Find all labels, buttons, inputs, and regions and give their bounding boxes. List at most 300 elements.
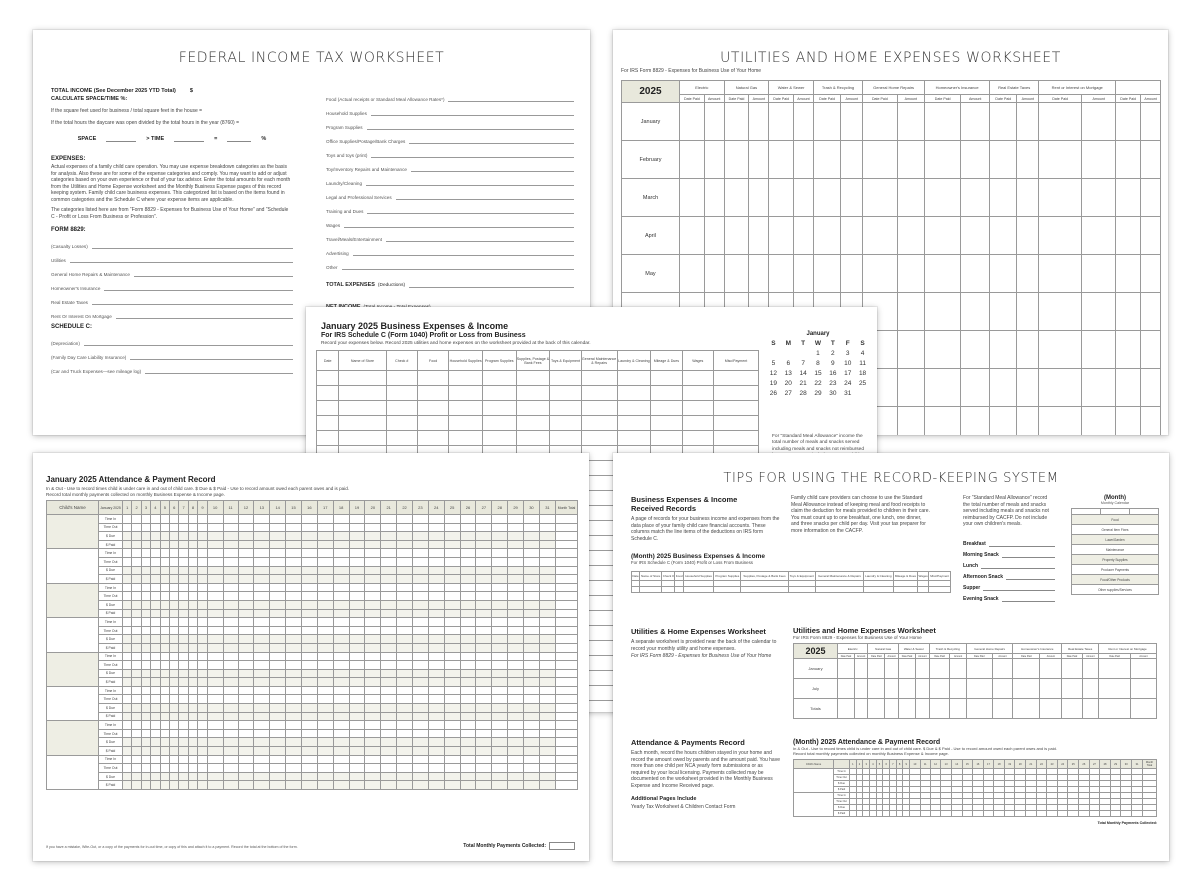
- attendance-cell[interactable]: [151, 695, 160, 704]
- attendance-cell[interactable]: [381, 600, 397, 609]
- attendance-cell[interactable]: [508, 755, 524, 764]
- attendance-cell[interactable]: [492, 515, 508, 524]
- expense-cell[interactable]: [417, 401, 448, 416]
- utility-cell[interactable]: [990, 103, 1017, 141]
- utility-cell[interactable]: [925, 293, 961, 331]
- attendance-cell[interactable]: [539, 729, 555, 738]
- attendance-cell[interactable]: [238, 523, 254, 532]
- attendance-cell[interactable]: [123, 738, 132, 747]
- attendance-cell[interactable]: [428, 583, 444, 592]
- attendance-cell[interactable]: [160, 575, 169, 584]
- attendance-cell[interactable]: [132, 583, 141, 592]
- child-name-cell[interactable]: [47, 652, 99, 686]
- attendance-cell[interactable]: [460, 557, 476, 566]
- attendance-cell[interactable]: [123, 781, 132, 790]
- expense-cell[interactable]: [449, 386, 483, 401]
- attendance-cell[interactable]: [254, 618, 270, 627]
- attendance-cell[interactable]: [333, 661, 349, 670]
- attendance-cell[interactable]: [349, 661, 365, 670]
- attendance-cell[interactable]: [207, 609, 223, 618]
- attendance-cell[interactable]: [170, 600, 179, 609]
- month-total-cell[interactable]: [556, 566, 578, 575]
- attendance-cell[interactable]: [492, 738, 508, 747]
- attendance-cell[interactable]: [476, 747, 492, 756]
- utility-cell[interactable]: [897, 141, 924, 179]
- attendance-cell[interactable]: [397, 540, 413, 549]
- attendance-cell[interactable]: [460, 600, 476, 609]
- attendance-cell[interactable]: [179, 721, 188, 730]
- attendance-cell[interactable]: [317, 583, 333, 592]
- attendance-cell[interactable]: [444, 532, 460, 541]
- attendance-cell[interactable]: [132, 566, 141, 575]
- attendance-cell[interactable]: [539, 747, 555, 756]
- attendance-cell[interactable]: [301, 729, 317, 738]
- attendance-cell[interactable]: [333, 600, 349, 609]
- attendance-cell[interactable]: [476, 781, 492, 790]
- month-total-cell[interactable]: [556, 652, 578, 661]
- attendance-cell[interactable]: [381, 729, 397, 738]
- utility-cell[interactable]: [1116, 293, 1141, 331]
- attendance-cell[interactable]: [365, 549, 381, 558]
- attendance-cell[interactable]: [207, 686, 223, 695]
- attendance-cell[interactable]: [170, 695, 179, 704]
- attendance-cell[interactable]: [179, 755, 188, 764]
- attendance-cell[interactable]: [301, 695, 317, 704]
- attendance-cell[interactable]: [286, 523, 302, 532]
- attendance-cell[interactable]: [349, 532, 365, 541]
- attendance-cell[interactable]: [539, 600, 555, 609]
- attendance-cell[interactable]: [301, 652, 317, 661]
- utility-cell[interactable]: [897, 217, 924, 255]
- attendance-cell[interactable]: [270, 618, 286, 627]
- attendance-cell[interactable]: [412, 592, 428, 601]
- attendance-cell[interactable]: [179, 678, 188, 687]
- attendance-cell[interactable]: [397, 678, 413, 687]
- attendance-cell[interactable]: [365, 600, 381, 609]
- attendance-cell[interactable]: [188, 549, 197, 558]
- attendance-cell[interactable]: [301, 678, 317, 687]
- attendance-cell[interactable]: [428, 575, 444, 584]
- attendance-cell[interactable]: [301, 661, 317, 670]
- utility-cell[interactable]: [749, 255, 769, 293]
- attendance-cell[interactable]: [286, 721, 302, 730]
- attendance-cell[interactable]: [123, 686, 132, 695]
- attendance-cell[interactable]: [123, 721, 132, 730]
- utility-cell[interactable]: [1141, 293, 1161, 331]
- attendance-cell[interactable]: [188, 600, 197, 609]
- attendance-cell[interactable]: [198, 729, 207, 738]
- attendance-cell[interactable]: [428, 781, 444, 790]
- attendance-cell[interactable]: [286, 583, 302, 592]
- attendance-cell[interactable]: [397, 704, 413, 713]
- attendance-cell[interactable]: [254, 755, 270, 764]
- attendance-cell[interactable]: [428, 652, 444, 661]
- attendance-cell[interactable]: [301, 704, 317, 713]
- attendance-cell[interactable]: [301, 575, 317, 584]
- attendance-cell[interactable]: [365, 729, 381, 738]
- attendance-cell[interactable]: [223, 729, 238, 738]
- attendance-cell[interactable]: [141, 600, 150, 609]
- utility-cell[interactable]: [1141, 369, 1161, 407]
- attendance-cell[interactable]: [223, 661, 238, 670]
- attendance-cell[interactable]: [397, 695, 413, 704]
- utility-cell[interactable]: [813, 141, 840, 179]
- attendance-cell[interactable]: [198, 678, 207, 687]
- month-total-cell[interactable]: [556, 643, 578, 652]
- attendance-cell[interactable]: [207, 781, 223, 790]
- month-total-cell[interactable]: [556, 583, 578, 592]
- attendance-cell[interactable]: [333, 738, 349, 747]
- attendance-cell[interactable]: [254, 704, 270, 713]
- attendance-cell[interactable]: [141, 678, 150, 687]
- utility-cell[interactable]: [813, 217, 840, 255]
- attendance-cell[interactable]: [238, 600, 254, 609]
- attendance-cell[interactable]: [286, 609, 302, 618]
- attendance-cell[interactable]: [444, 686, 460, 695]
- attendance-cell[interactable]: [333, 678, 349, 687]
- attendance-cell[interactable]: [238, 549, 254, 558]
- attendance-cell[interactable]: [476, 523, 492, 532]
- attendance-cell[interactable]: [123, 643, 132, 652]
- attendance-cell[interactable]: [365, 738, 381, 747]
- attendance-cell[interactable]: [381, 609, 397, 618]
- attendance-cell[interactable]: [508, 575, 524, 584]
- attendance-cell[interactable]: [460, 523, 476, 532]
- attendance-cell[interactable]: [508, 618, 524, 627]
- attendance-cell[interactable]: [444, 669, 460, 678]
- attendance-cell[interactable]: [238, 643, 254, 652]
- attendance-cell[interactable]: [270, 686, 286, 695]
- attendance-cell[interactable]: [428, 747, 444, 756]
- utility-cell[interactable]: [680, 103, 705, 141]
- attendance-cell[interactable]: [539, 549, 555, 558]
- attendance-cell[interactable]: [333, 721, 349, 730]
- attendance-cell[interactable]: [151, 738, 160, 747]
- attendance-cell[interactable]: [397, 686, 413, 695]
- utility-cell[interactable]: [1039, 217, 1082, 255]
- attendance-cell[interactable]: [223, 618, 238, 627]
- attendance-cell[interactable]: [539, 583, 555, 592]
- attendance-cell[interactable]: [333, 618, 349, 627]
- attendance-cell[interactable]: [523, 583, 539, 592]
- utility-cell[interactable]: [1039, 293, 1082, 331]
- attendance-cell[interactable]: [254, 557, 270, 566]
- attendance-cell[interactable]: [170, 669, 179, 678]
- attendance-cell[interactable]: [207, 712, 223, 721]
- attendance-cell[interactable]: [238, 721, 254, 730]
- attendance-cell[interactable]: [333, 609, 349, 618]
- expense-cell[interactable]: [386, 401, 417, 416]
- attendance-cell[interactable]: [349, 678, 365, 687]
- attendance-cell[interactable]: [349, 755, 365, 764]
- attendance-cell[interactable]: [151, 609, 160, 618]
- attendance-cell[interactable]: [508, 523, 524, 532]
- attendance-cell[interactable]: [238, 695, 254, 704]
- attendance-cell[interactable]: [397, 721, 413, 730]
- utility-cell[interactable]: [841, 179, 863, 217]
- attendance-cell[interactable]: [188, 635, 197, 644]
- attendance-cell[interactable]: [198, 704, 207, 713]
- attendance-cell[interactable]: [476, 549, 492, 558]
- attendance-cell[interactable]: [539, 575, 555, 584]
- attendance-cell[interactable]: [492, 652, 508, 661]
- utility-cell[interactable]: [704, 103, 724, 141]
- attendance-cell[interactable]: [270, 635, 286, 644]
- attendance-cell[interactable]: [123, 772, 132, 781]
- attendance-cell[interactable]: [428, 626, 444, 635]
- attendance-cell[interactable]: [141, 583, 150, 592]
- utility-cell[interactable]: [897, 407, 924, 436]
- attendance-cell[interactable]: [301, 600, 317, 609]
- expense-cell[interactable]: [550, 371, 581, 386]
- attendance-cell[interactable]: [317, 695, 333, 704]
- attendance-cell[interactable]: [207, 695, 223, 704]
- attendance-cell[interactable]: [179, 575, 188, 584]
- attendance-cell[interactable]: [141, 618, 150, 627]
- attendance-cell[interactable]: [508, 721, 524, 730]
- utility-cell[interactable]: [925, 369, 961, 407]
- attendance-cell[interactable]: [170, 557, 179, 566]
- attendance-cell[interactable]: [492, 532, 508, 541]
- attendance-cell[interactable]: [539, 609, 555, 618]
- attendance-cell[interactable]: [188, 532, 197, 541]
- attendance-cell[interactable]: [223, 669, 238, 678]
- expense-cell[interactable]: [581, 386, 617, 401]
- attendance-cell[interactable]: [333, 566, 349, 575]
- utility-cell[interactable]: [1082, 407, 1116, 436]
- attendance-cell[interactable]: [123, 652, 132, 661]
- attendance-cell[interactable]: [270, 566, 286, 575]
- attendance-cell[interactable]: [460, 704, 476, 713]
- attendance-cell[interactable]: [132, 712, 141, 721]
- attendance-cell[interactable]: [412, 738, 428, 747]
- expense-cell[interactable]: [482, 386, 516, 401]
- attendance-cell[interactable]: [349, 609, 365, 618]
- utility-cell[interactable]: [1039, 141, 1082, 179]
- attendance-cell[interactable]: [539, 721, 555, 730]
- attendance-cell[interactable]: [428, 772, 444, 781]
- attendance-cell[interactable]: [188, 523, 197, 532]
- attendance-cell[interactable]: [198, 609, 207, 618]
- attendance-cell[interactable]: [270, 772, 286, 781]
- attendance-cell[interactable]: [523, 721, 539, 730]
- attendance-cell[interactable]: [141, 652, 150, 661]
- attendance-cell[interactable]: [317, 532, 333, 541]
- attendance-cell[interactable]: [317, 592, 333, 601]
- attendance-cell[interactable]: [141, 532, 150, 541]
- attendance-cell[interactable]: [207, 729, 223, 738]
- attendance-cell[interactable]: [492, 669, 508, 678]
- attendance-cell[interactable]: [123, 661, 132, 670]
- expense-cell[interactable]: [317, 386, 339, 401]
- attendance-cell[interactable]: [365, 626, 381, 635]
- attendance-cell[interactable]: [286, 661, 302, 670]
- attendance-cell[interactable]: [254, 747, 270, 756]
- attendance-cell[interactable]: [412, 566, 428, 575]
- attendance-cell[interactable]: [365, 566, 381, 575]
- attendance-cell[interactable]: [412, 600, 428, 609]
- month-total-cell[interactable]: [556, 738, 578, 747]
- attendance-cell[interactable]: [349, 583, 365, 592]
- attendance-cell[interactable]: [460, 643, 476, 652]
- attendance-cell[interactable]: [123, 523, 132, 532]
- attendance-cell[interactable]: [508, 729, 524, 738]
- attendance-cell[interactable]: [492, 549, 508, 558]
- attendance-cell[interactable]: [523, 540, 539, 549]
- attendance-cell[interactable]: [223, 592, 238, 601]
- attendance-cell[interactable]: [333, 764, 349, 773]
- attendance-cell[interactable]: [444, 755, 460, 764]
- attendance-cell[interactable]: [151, 618, 160, 627]
- attendance-cell[interactable]: [132, 695, 141, 704]
- attendance-cell[interactable]: [188, 747, 197, 756]
- attendance-cell[interactable]: [492, 729, 508, 738]
- attendance-cell[interactable]: [198, 661, 207, 670]
- attendance-cell[interactable]: [286, 635, 302, 644]
- attendance-cell[interactable]: [188, 755, 197, 764]
- attendance-cell[interactable]: [539, 712, 555, 721]
- attendance-cell[interactable]: [349, 695, 365, 704]
- attendance-cell[interactable]: [492, 755, 508, 764]
- attendance-cell[interactable]: [160, 712, 169, 721]
- month-total-cell[interactable]: [556, 755, 578, 764]
- attendance-cell[interactable]: [141, 523, 150, 532]
- attendance-cell[interactable]: [223, 549, 238, 558]
- attendance-cell[interactable]: [179, 626, 188, 635]
- attendance-cell[interactable]: [539, 738, 555, 747]
- attendance-cell[interactable]: [508, 695, 524, 704]
- attendance-cell[interactable]: [428, 755, 444, 764]
- utility-cell[interactable]: [813, 103, 840, 141]
- expense-cell[interactable]: [449, 401, 483, 416]
- utility-cell[interactable]: [1116, 141, 1141, 179]
- attendance-cell[interactable]: [492, 592, 508, 601]
- expense-cell[interactable]: [449, 371, 483, 386]
- utility-cell[interactable]: [794, 103, 814, 141]
- month-total-cell[interactable]: [556, 729, 578, 738]
- attendance-cell[interactable]: [132, 515, 141, 524]
- attendance-cell[interactable]: [428, 609, 444, 618]
- attendance-cell[interactable]: [170, 626, 179, 635]
- utility-cell[interactable]: [1141, 179, 1161, 217]
- attendance-cell[interactable]: [539, 772, 555, 781]
- attendance-cell[interactable]: [492, 678, 508, 687]
- attendance-cell[interactable]: [207, 738, 223, 747]
- utility-cell[interactable]: [1039, 255, 1082, 293]
- attendance-cell[interactable]: [381, 566, 397, 575]
- attendance-cell[interactable]: [270, 609, 286, 618]
- attendance-cell[interactable]: [476, 772, 492, 781]
- attendance-cell[interactable]: [460, 669, 476, 678]
- expense-cell[interactable]: [581, 431, 617, 446]
- expense-cell[interactable]: [581, 416, 617, 431]
- attendance-cell[interactable]: [160, 635, 169, 644]
- attendance-cell[interactable]: [198, 583, 207, 592]
- utility-cell[interactable]: [769, 103, 794, 141]
- attendance-cell[interactable]: [223, 704, 238, 713]
- attendance-cell[interactable]: [317, 764, 333, 773]
- attendance-cell[interactable]: [460, 609, 476, 618]
- attendance-cell[interactable]: [365, 652, 381, 661]
- expense-cell[interactable]: [339, 416, 386, 431]
- attendance-cell[interactable]: [198, 626, 207, 635]
- attendance-cell[interactable]: [444, 704, 460, 713]
- attendance-cell[interactable]: [397, 764, 413, 773]
- attendance-cell[interactable]: [132, 549, 141, 558]
- attendance-cell[interactable]: [349, 566, 365, 575]
- month-total-cell[interactable]: [556, 747, 578, 756]
- attendance-cell[interactable]: [223, 764, 238, 773]
- utility-cell[interactable]: [1116, 369, 1141, 407]
- attendance-cell[interactable]: [397, 566, 413, 575]
- attendance-cell[interactable]: [188, 738, 197, 747]
- attendance-cell[interactable]: [160, 721, 169, 730]
- attendance-cell[interactable]: [381, 721, 397, 730]
- attendance-cell[interactable]: [141, 566, 150, 575]
- utility-cell[interactable]: [990, 255, 1017, 293]
- attendance-cell[interactable]: [179, 540, 188, 549]
- utility-cell[interactable]: [897, 331, 924, 369]
- attendance-cell[interactable]: [270, 755, 286, 764]
- attendance-cell[interactable]: [301, 721, 317, 730]
- attendance-cell[interactable]: [141, 738, 150, 747]
- attendance-cell[interactable]: [365, 747, 381, 756]
- attendance-cell[interactable]: [301, 532, 317, 541]
- attendance-cell[interactable]: [286, 540, 302, 549]
- attendance-cell[interactable]: [460, 635, 476, 644]
- month-total-cell[interactable]: [556, 764, 578, 773]
- utility-cell[interactable]: [1116, 407, 1141, 436]
- attendance-cell[interactable]: [238, 704, 254, 713]
- attendance-cell[interactable]: [254, 764, 270, 773]
- attendance-cell[interactable]: [151, 566, 160, 575]
- attendance-cell[interactable]: [132, 678, 141, 687]
- attendance-cell[interactable]: [179, 643, 188, 652]
- attendance-cell[interactable]: [160, 738, 169, 747]
- attendance-cell[interactable]: [160, 557, 169, 566]
- attendance-cell[interactable]: [286, 772, 302, 781]
- attendance-cell[interactable]: [179, 635, 188, 644]
- expense-cell[interactable]: [482, 371, 516, 386]
- month-total-cell[interactable]: [556, 532, 578, 541]
- attendance-cell[interactable]: [286, 669, 302, 678]
- attendance-cell[interactable]: [444, 609, 460, 618]
- attendance-cell[interactable]: [428, 738, 444, 747]
- month-total-cell[interactable]: [556, 686, 578, 695]
- attendance-cell[interactable]: [170, 686, 179, 695]
- attendance-cell[interactable]: [179, 695, 188, 704]
- attendance-cell[interactable]: [365, 557, 381, 566]
- attendance-cell[interactable]: [223, 575, 238, 584]
- attendance-cell[interactable]: [223, 755, 238, 764]
- attendance-cell[interactable]: [428, 678, 444, 687]
- expense-cell[interactable]: [339, 401, 386, 416]
- attendance-cell[interactable]: [238, 781, 254, 790]
- expense-cell[interactable]: [516, 401, 550, 416]
- attendance-cell[interactable]: [123, 549, 132, 558]
- attendance-cell[interactable]: [492, 557, 508, 566]
- expense-cell[interactable]: [617, 371, 651, 386]
- attendance-cell[interactable]: [151, 712, 160, 721]
- utility-cell[interactable]: [1082, 369, 1116, 407]
- attendance-cell[interactable]: [365, 583, 381, 592]
- utility-cell[interactable]: [961, 255, 990, 293]
- utility-cell[interactable]: [680, 217, 705, 255]
- attendance-cell[interactable]: [254, 583, 270, 592]
- attendance-cell[interactable]: [179, 686, 188, 695]
- attendance-cell[interactable]: [170, 566, 179, 575]
- attendance-cell[interactable]: [141, 704, 150, 713]
